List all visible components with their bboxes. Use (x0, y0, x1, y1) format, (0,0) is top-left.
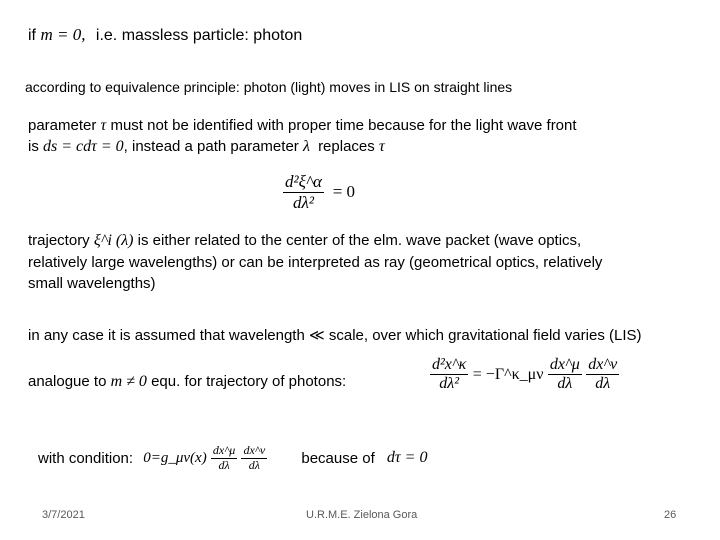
eq1-denominator: dλ² (293, 192, 314, 212)
trajectory-symbol: ξ^i (λ) (93, 232, 134, 249)
dtau-zero: dτ = 0 (386, 449, 428, 467)
param-line-1 (28, 115, 577, 136)
analogue-text-a: analogue to (28, 373, 107, 390)
cond-f1-numerator: dx^μ (212, 443, 236, 457)
geodesic-equation-flat (283, 172, 355, 212)
condition-line (38, 444, 427, 473)
heading-prefix: if (28, 27, 36, 44)
lambda-symbol: λ (302, 138, 310, 155)
footer-date: 3/7/2021 (42, 509, 85, 521)
footer-center: U.R.M.E. Zielona Gora (306, 509, 418, 521)
geo-r1-denominator: dλ (557, 375, 573, 393)
geo-lhs-numerator: d²x^κ (430, 356, 468, 375)
param-text-a: parameter (28, 117, 97, 134)
christoffel-term: = −Γ^κ_μν (472, 365, 544, 383)
geo-r2-denominator: dλ (595, 375, 611, 393)
assumption-text: in any case it is assumed that wavelength ≪ scale, over which gravitational field varies (LIS) (28, 327, 642, 344)
param-text-is: is (28, 138, 39, 155)
page-number: 26 (664, 509, 677, 521)
cond-f2-denominator: dλ (248, 457, 260, 472)
eq1-numerator: d²ξ^α (285, 172, 322, 191)
param-text-instead: , instead a path parameter (123, 138, 299, 155)
param-line-2 (28, 136, 385, 157)
photon-geodesic-equation (430, 356, 619, 394)
heading-text: i.e. massless particle: photon (95, 27, 303, 44)
trajectory-line-2: relatively large wavelengths) or can be interpreted as ray (geometrical optics, relatively (28, 254, 603, 271)
heading-condition: m = 0, (40, 25, 86, 44)
condition-label: with condition: (38, 449, 134, 467)
trajectory-text-b: is either related to the center of the elm. wave packet (wave optics, (137, 232, 582, 249)
principle-text: according to equivalence principle: photon (light) moves in LIS on straight lines (25, 79, 513, 95)
param-text-b: must not be identified with proper time because for the light wave front (110, 117, 577, 134)
trajectory-line-1 (28, 230, 581, 251)
trajectory-line-3: small wavelengths) (28, 275, 156, 292)
tau-symbol: τ (100, 117, 107, 134)
ds-equation: ds = cdτ = 0 (43, 138, 124, 155)
cond-f1-denominator: dλ (218, 457, 230, 472)
m-nonzero-condition: m ≠ 0 (110, 373, 147, 390)
geo-r1-numerator: dx^μ (548, 356, 582, 375)
analogue-text (28, 371, 346, 392)
cond-f2-numerator: dx^ν (243, 443, 266, 457)
null-condition-metric: 0=g_μν(x) (143, 449, 207, 466)
param-text-replaces: replaces (318, 138, 375, 155)
analogue-text-b: equ. for trajectory of photons: (151, 373, 347, 390)
trajectory-label: trajectory (28, 232, 90, 249)
eq1-rhs: = 0 (332, 182, 356, 202)
because-label: because of (301, 449, 375, 467)
heading (28, 24, 302, 46)
geo-lhs-denominator: dλ² (439, 375, 460, 393)
geo-r2-numerator: dx^ν (586, 356, 619, 375)
tau-symbol-2: τ (378, 138, 385, 155)
